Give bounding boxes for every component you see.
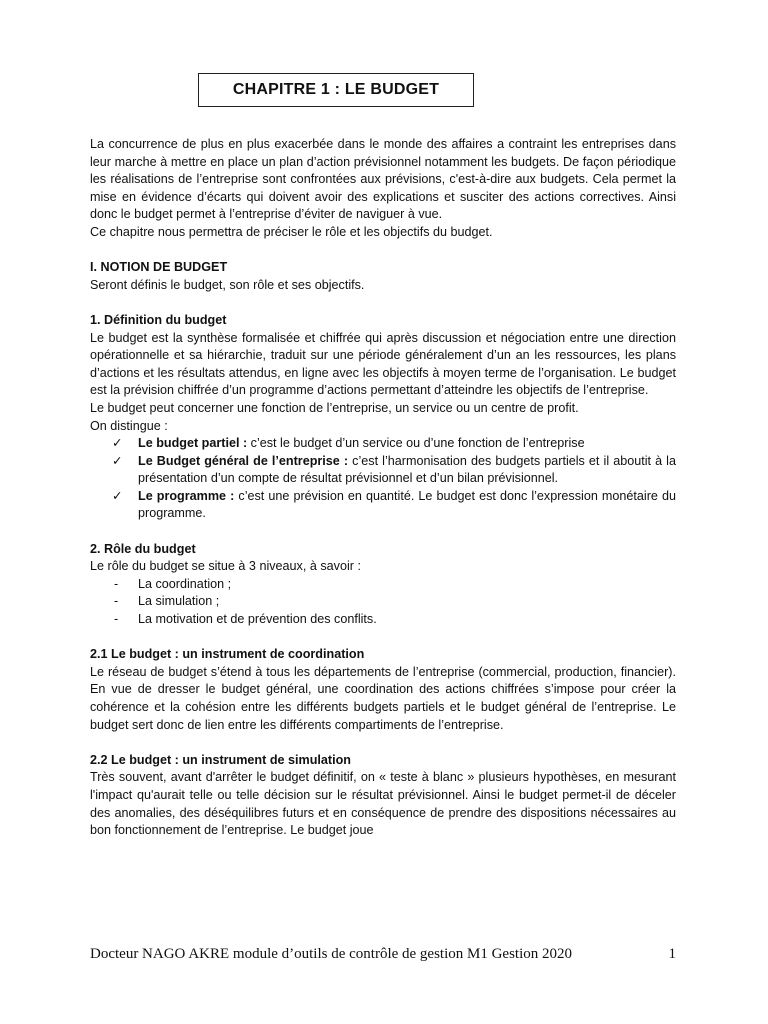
heading-role: 2. Rôle du budget (90, 541, 196, 556)
heading-coordination: 2.1 Le budget : un instrument de coordination (90, 647, 365, 662)
list-item (110, 488, 676, 523)
role-levels-list (90, 576, 676, 629)
list-item (114, 593, 676, 611)
role-text: Le rôle du budget se situe à 3 niveaux, à savoir : (90, 559, 361, 574)
simulation-paragraph: Très souvent, avant d'arrêter le budget définitif, on « teste à blanc » plusieurs hypothèses, en mesurant l'impact qu'aurait telle ou telle décision sur le résultat prévisionnel. Ainsi le budget permet-il de déceler des anomalies, des déséquilibres futurs et en conséquence de prendre des dispositions nécessaires au bon fonctionnement de l’entreprise. Le budget joue (90, 770, 676, 838)
list-item-text: c’est une prévision en quantité. Le budget est donc l’expression monétaire du programme. (138, 488, 676, 521)
list-item-term: Le budget partiel : (138, 436, 248, 451)
dash-bullet: - (114, 594, 119, 609)
definition-paragraph: Le budget est la synthèse formalisée et chiffrée qui après discussion et négociation entre une direction opérationnelle et sa hiérarchie, traduit sur une période généralement d’un an les ressources, les plans d’actions et les résultats attendus, en ligne avec les objectifs à moyen terme de l’organisation. Le budget est la prévision chiffrée d’un programme d’actions permettant d’atteindre les objectifs de l’entreprise. (90, 330, 676, 398)
heading-simulation: 2.2 Le budget : un instrument de simulation (90, 752, 351, 767)
checkmark-icon: ✓ (112, 488, 123, 503)
checkmark-icon: ✓ (112, 436, 123, 451)
definition-paragraph-2: Le budget peut concerner une fonction de l’entreprise, un service ou un centre de profit. (90, 400, 579, 415)
checkmark-icon: ✓ (112, 453, 123, 468)
document-body (90, 136, 676, 840)
intro-paragraph: La concurrence de plus en plus exacerbée dans le monde des affaires a contraint les entreprises dans leur marche à mettre en place un plan d’action prévisionnel notamment les budgets. De façon périodique les réalisations de l’entreprise sont confrontées aux prévisions, c'est-à-dire aux budgets. Cela permet la mise en évidence d’écarts qui doivent avoir des explications et susciter des actions correctives. Ainsi donc le budget permet à l’entreprise d’éviter de naviguer à vue. (90, 137, 676, 222)
definition-distinguish: On distingue : (90, 418, 168, 433)
list-item (110, 453, 676, 488)
page-number: 1 (668, 946, 676, 962)
heading-definition: 1. Définition du budget (90, 312, 227, 327)
list-item-text: c’est le budget d’un service ou d’une fonction de l’entreprise (247, 436, 585, 451)
list-item-term: Le Budget général de l’entreprise : (138, 453, 349, 468)
footer-text: Docteur NAGO AKRE module d’outils de contrôle de gestion M1 Gestion 2020 (90, 946, 573, 962)
list-item-text: c’est l’harmonisation des budgets partiels et il aboutit à la présentation d’un compte de résultat prévisionnel et d’un bilan prévisionnel. (138, 453, 676, 486)
list-item (114, 611, 676, 629)
page-footer (90, 946, 676, 963)
budget-types-list (90, 435, 676, 523)
coordination-paragraph: Le réseau de budget s’étend à tous les départements de l’entreprise (commercial, production, financier). En vue de dresser le budget général, une coordination des actions chiffrées s’impose pour créer la cohérence et la cohésion entre les différents budgets partiels et le budget général de l’entreprise. Le budget sert donc de lien entre les différents compartiments de l’entreprise. (90, 664, 676, 732)
section-notion-text: Seront définis le budget, son rôle et ses objectifs. (90, 277, 365, 292)
dash-bullet: - (114, 612, 119, 627)
chapter-title: CHAPITRE 1 : LE BUDGET (198, 73, 474, 107)
list-item-text: La motivation et de prévention des conflits. (138, 612, 377, 627)
list-item (114, 576, 676, 594)
intro-paragraph-2: Ce chapitre nous permettra de préciser le rôle et les objectifs du budget. (90, 224, 493, 239)
list-item-text: La coordination ; (138, 576, 232, 591)
list-item (110, 435, 676, 453)
list-item-term: Le programme : (138, 488, 235, 503)
dash-bullet: - (114, 576, 119, 591)
section-heading-notion: I. NOTION DE BUDGET (90, 260, 228, 275)
list-item-text: La simulation ; (138, 594, 220, 609)
